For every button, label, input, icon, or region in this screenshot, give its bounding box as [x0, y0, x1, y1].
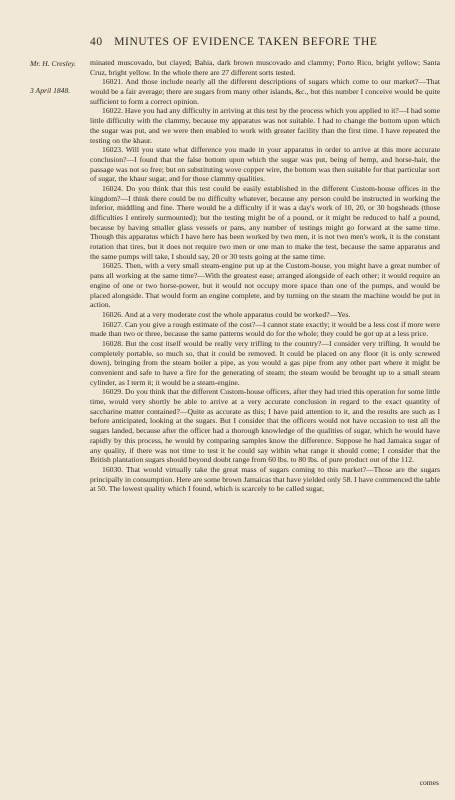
paragraph: 16028. But the cost itself would be really very trifling to the country?—I consider very trifling. It would be completely portable, so much so, that it could be removed. It could be placed on any floor (it is only screwed down), bringing from the steam boiler a pipe, as you would a gas pipe from any other part where it might be convenient and safe to have a fire for the generating of steam; the steam would be brought up to a small steam cylinder, as I term it; it would be a steam-engine. — [90, 338, 440, 387]
running-header — [90, 36, 435, 48]
paragraph: 16022. Have you had any difficulty in arriving at this test by the process which you applied to it?—I had some little difficulty with the clammy, because my apparatus was not suitable. I had to change the bottom upon which the sugar was put, and we were then enabled to work with greater facility than the first time. I have repeated the testing on the khaur. — [90, 106, 440, 145]
evidence-text — [90, 58, 440, 494]
paragraph: 16029. Do you think that the different Custom-house officers, after they had tried this operation for some little time, would very shortly be able to arrive at a very accurate conclusion in regard to the exact quantity of saccharine matter contained?—Quite as accurate as this; I have paid attention to it, and the results are such as I before anticipated, looking at the sugars. But I consider that the officers would not have occasion to test all the sugars landed, because after the officer had a thorough knowledge of the qualities of sugar, which he would have rapidly by this process, he would by comparing samples know the difference. Suppose he had Jamaica sugar of any quality, if there was not time to test it he could say within what range it should come; I consider that the British plantation sugars should beyond doubt range from 60 lbs. to 80 lbs. of pure product out of the 112. — [90, 387, 440, 465]
header-title: MINUTES OF EVIDENCE TAKEN BEFORE THE — [114, 36, 378, 48]
paragraph: 16027. Can you give a rough estimate of the cost?—I cannot state exactly; it would be a less cost if more were made than two or three, because the same patterns would do for the whole; they could be got up at a less price. — [90, 319, 440, 339]
margin-witness-name: Mr. H. Cresley. — [30, 59, 76, 68]
page-number: 40 — [90, 36, 103, 48]
catchword: comes — [419, 778, 439, 787]
paragraph: 16021. And those include nearly all the different descriptions of sugars which come to our market?—That would be a fair average; there are sugars from many other islands, &c., but this number I conceive would be quite sufficient to form a correct opinion. — [90, 77, 440, 106]
paragraph: 16023. Will you state what difference you made in your apparatus in order to arrive at this more accurate conclusion?—I found that the false bottom upon which the sugar was put, being of hemp, and horse-hair, the passage was not so free; but on substituting wove copper wire, the bottom was then suitable for that particular sort of sugar, the khaur sugar, and for those clammy qualities. — [90, 145, 440, 184]
paragraph: 16026. And at a very moderate cost the whole apparatus could be worked?—Yes. — [102, 309, 351, 319]
paragraph: 16025. Then, with a very small steam-engine put up at the Custom-house, you might have a great number of pans all working at the same time?—With the greatest ease; arranged alongside of each other; it would require an engine of one or two horse-power, but it would not occupy more space than one of the pumps, and would be placed alongside. That would form an engine complete, and by turning on the steam the machine would be put in action. — [90, 261, 440, 310]
paragraph: 16024. Do you think that this test could be easily established in the different Custom-house offices in the kingdom?—I think there could be no difficulty whatever, because any person could be instructed in working the inferior, middling and fine. There would be a difficulty if it was a day's work of 10, 20, or 30 hogsheads (those difficulties I entirely surmounted); but the testing might be of a pound, or it might be reduced to half a pound, because by having smaller glass vessels or pans, any number of testings might go forward at the same time. Though this apparatus which I have here has been worked by two men, it is not two men's work, it is the constant rotation that tires, but it does not require two men or one man to make the test, because the same apparatus and the same pumps will take, I should say, 20 or 30 tests going at the same time. — [90, 183, 440, 261]
paragraph: 16030. That would virtually take the great mass of sugars coming to this market?—Those are the sugars principally in consumption. Here are some brown Jamaicas that have yielded only 58. I have commenced the table at 50. The lowest quality which I found, which is scarcely to be called sugar, — [90, 464, 440, 494]
margin-date: 3 April 1848. — [30, 86, 71, 95]
paragraph: minated muscovado, but clayed; Bahia, dark brown muscovado and clammy; Porto Rico, bright yellow; Santa Cruz, bright yellow. In the whole there are 27 different sorts tested. — [90, 58, 440, 77]
